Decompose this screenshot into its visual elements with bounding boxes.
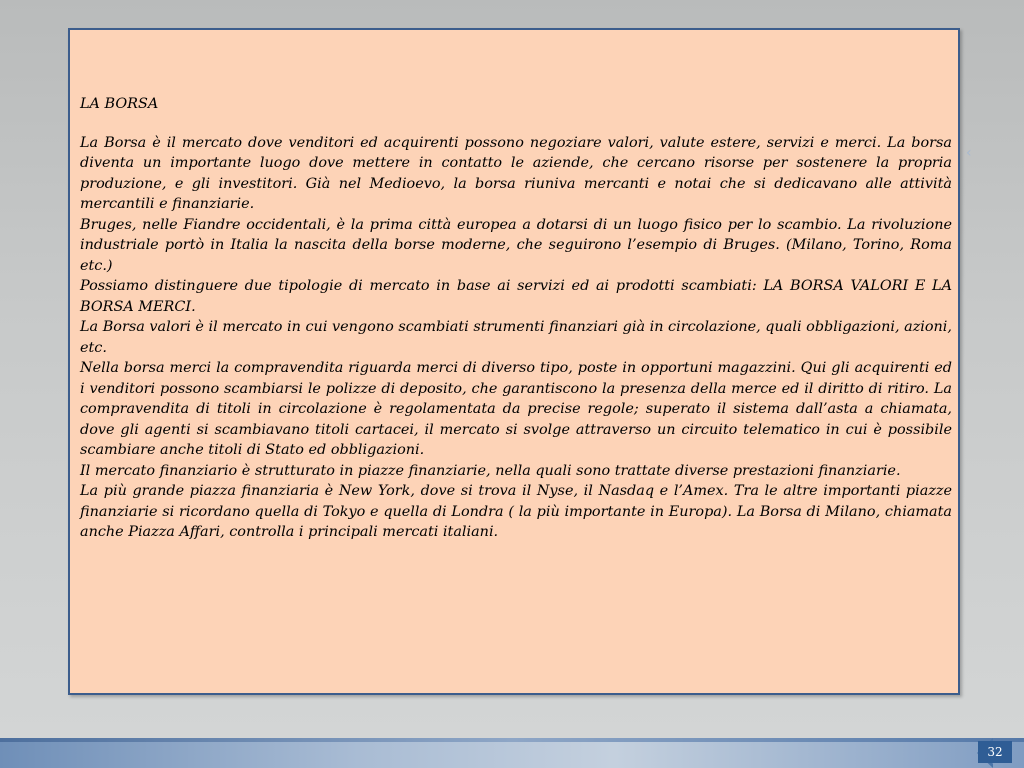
paragraph-piazze: La più grande piazza finanziaria è New York, dove si trova il Nyse, il Nasdaq e l’Amex. Tra le altre importanti piazze finanziarie si ricordano quella di Tokyo e quella di Londra ( la più importante in Europa). La Borsa di Milano, chiamata anche Piazza Affari, controlla i principali mercati italiani. bbox=[80, 483, 952, 540]
footer-bar bbox=[0, 738, 1024, 768]
paragraph-tipologie: Possiamo distinguere due tipologie di mercato in base ai servizi ed ai prodotti scambiati: LA BORSA VALORI E LA BORSA MERCI. bbox=[80, 278, 952, 315]
paragraph-borsa-merci: Nella borsa merci la compravendita riguarda merci di diverso tipo, poste in opportuni magazzini. Qui gli acquirenti ed i venditori possono scambiarsi le polizze di deposito, che garantiscono la presenza della merce ed il diritto di ritiro. La compravendita di titoli in circolazione è regolamentata da precise regole; superato il sistema dall’asta a chiamata, dove gli agenti si scambiavano titoli cartacei, il mercato si svolge attraverso un circuito telematico in cui è possibile scambiare anche titoli di Stato ed obbligazioni. bbox=[80, 360, 952, 458]
decorative-chevron-icon: ‹ bbox=[966, 145, 972, 161]
paragraph-intro: La Borsa è il mercato dove venditori ed acquirenti possono negoziare valori, valute estere, servizi e merci. La borsa diventa un importante luogo dove mettere in contatto le aziende, che cercano risorse per sostenere la propria produzione, e gli investitori. Già nel Medioevo, la borsa riuniva mercanti e notai che si dedicavano alle attività mercantili e finanziarie. bbox=[80, 134, 952, 212]
paragraph-bruges: Bruges, nelle Fiandre occidentali, è la prima città europea a dotarsi di un luogo fisico per lo scambio. La rivoluzione industriale portò in Italia la nascita della borse moderne, che seguirono l’esempio di Bruges. (Milano, Torino, Roma etc.) bbox=[80, 216, 952, 274]
slide-title: LA BORSA bbox=[80, 96, 159, 112]
text-content-box bbox=[68, 28, 960, 695]
paragraph-mercato-finanziario: Il mercato finanziario è strutturato in piazze finanziarie, nella quali sono trattate diverse prestazioni finanziarie. bbox=[80, 462, 901, 479]
paragraph-borsa-valori: La Borsa valori è il mercato in cui vengono scambiati strumenti finanziari già in circolazione, quali obbligazioni, azioni, etc. bbox=[80, 319, 952, 356]
slide-body bbox=[80, 94, 952, 543]
page-number: 32 bbox=[978, 741, 1012, 763]
